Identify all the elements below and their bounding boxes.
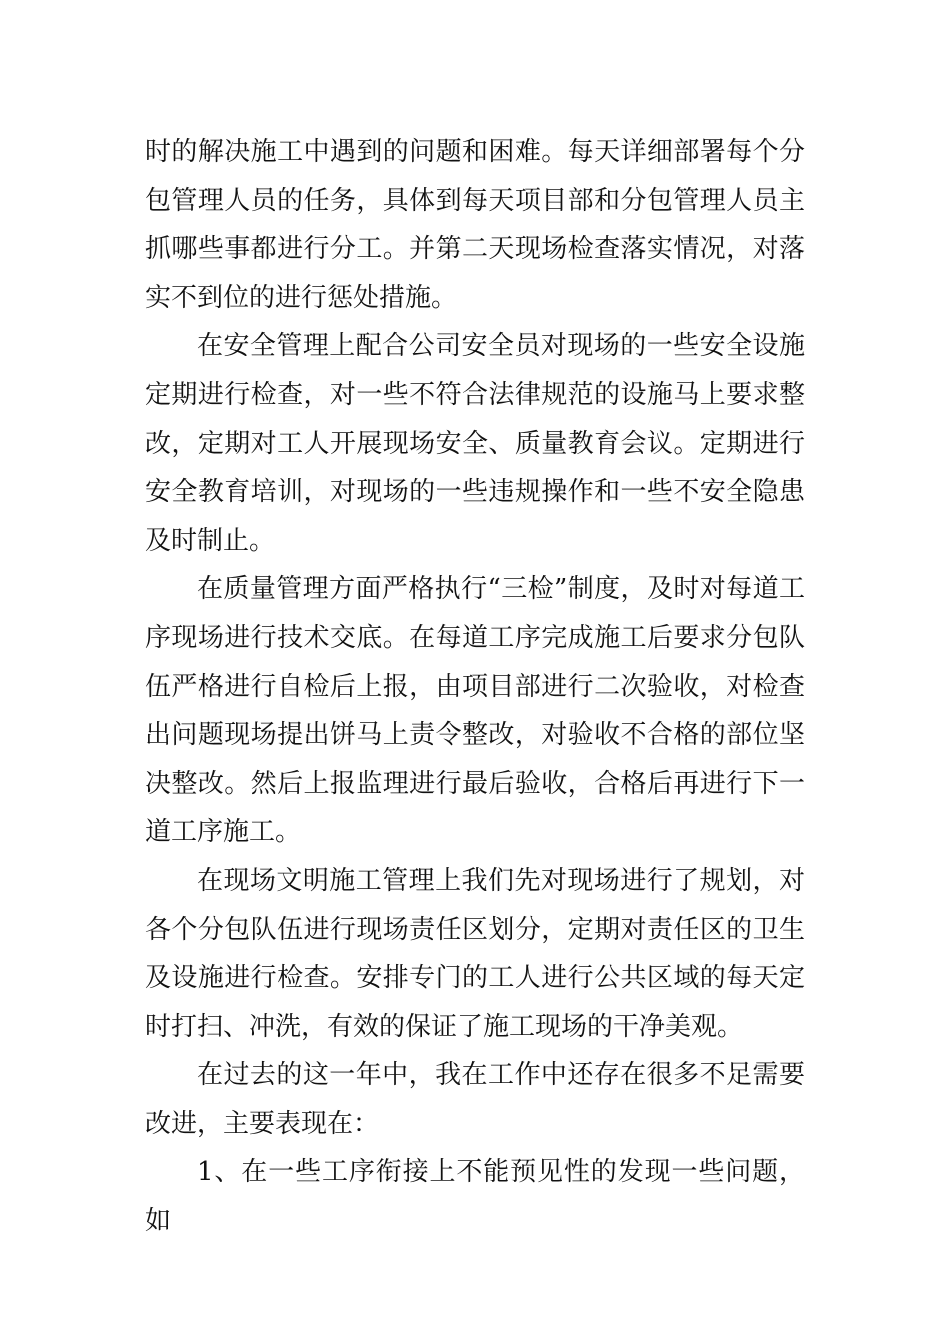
- document-body: [145, 128, 805, 1246]
- paragraph-continuation: 时的解决施工中遇到的问题和困难。每天详细部署每个分包管理人员的任务，具体到每天项目部和分包管理人员主抓哪些事都进行分工。并第二天现场检查落实情况，对落实不到位的进行惩处措施。: [145, 137, 805, 313]
- paragraph-shortcomings-intro: 在过去的这一年中，我在工作中还存在很多不足需要改进，主要表现在：: [145, 1060, 805, 1139]
- paragraph-civilized-construction: 在现场文明施工管理上我们先对现场进行了规划，对各个分包队伍进行现场责任区划分，定期对责任区的卫生及设施进行检查。安排专门的工人进行公共区域的每天定时打扫、冲洗，有效的保证了施工现场的干净美观。: [145, 865, 805, 1042]
- paragraph-list-item-1: 1、在一些工序衔接上不能预见性的发现一些问题，如: [145, 1157, 805, 1237]
- paragraph-quality-management: 在质量管理方面严格执行“三检”制度，及时对每道工序现场进行技术交底。在每道工序完成施工后要求分包队伍严格进行自检后上报，由项目部进行二次验收，对检查出问题现场提出饼马上责令整改，对验收不合格的部位坚决整改。然后上报监理进行最后验收，合格后再进行下一道工序施工。: [145, 574, 805, 848]
- paragraph-safety-management: 在安全管理上配合公司安全员对现场的一些安全设施定期进行检查，对一些不符合法律规范的设施马上要求整改，定期对工人开展现场安全、质量教育会议。定期进行安全教育培训，对现场的一些违规操作和一些不安全隐患及时制止。: [145, 331, 805, 556]
